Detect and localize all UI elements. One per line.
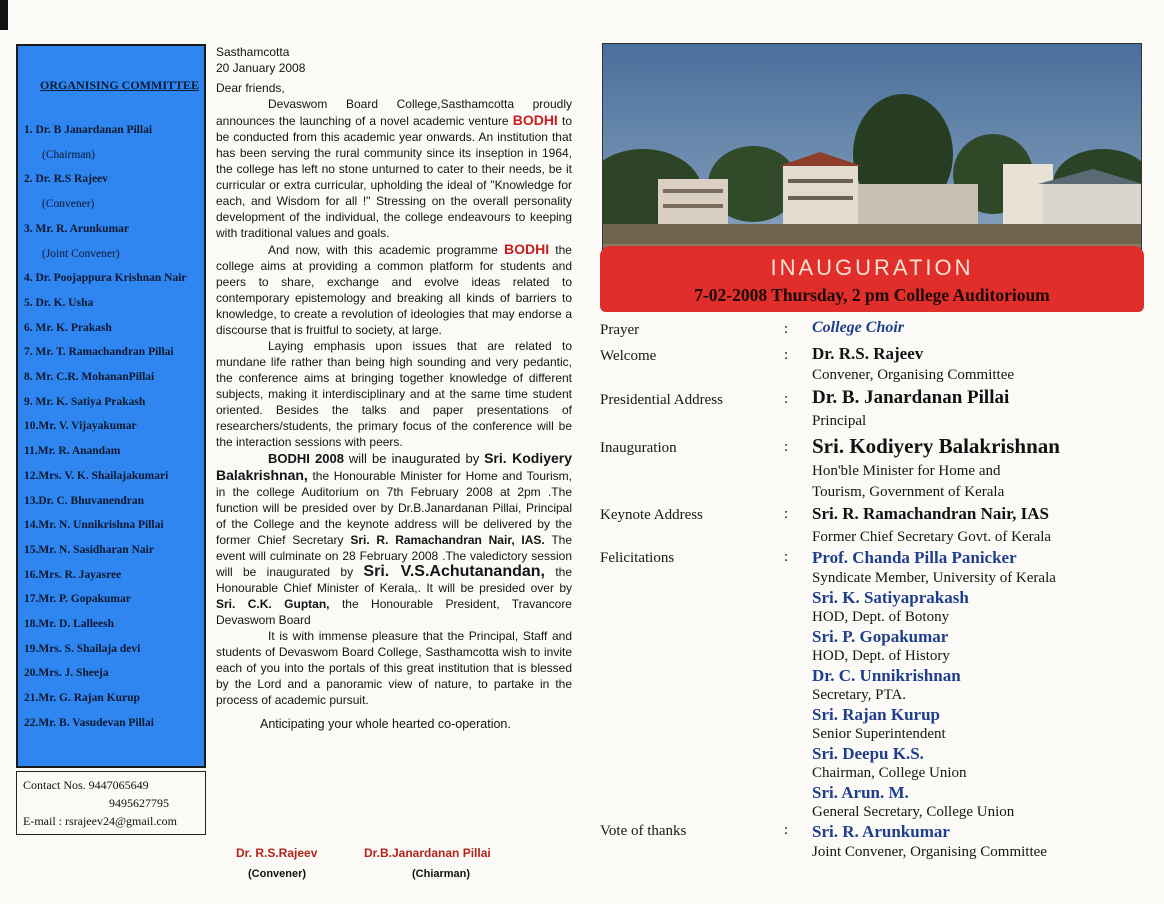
bodhi-highlight: BODHI bbox=[512, 112, 558, 128]
letter-text: the Honourable Chief Minister of Kerala,. It will be presided over by bbox=[216, 565, 573, 595]
contact-email: E-mail : rsrajeev24@gmail.com bbox=[23, 814, 178, 828]
letter-text: the Honourable Minister for Home and Tourism, in the college Auditorium on 7th February 2008 at 2pm .The function will be presided over by Dr.B.Janardanan Pillai, Principal of the College and the keynote address will be delivered by the former Chief Secretary bbox=[216, 469, 572, 547]
signature-convener-name: Dr. R.S.Rajeev bbox=[236, 846, 318, 860]
letter-paragraph-2 bbox=[216, 241, 572, 338]
felicitation-name: Sri. Deepu K.S. bbox=[812, 744, 924, 763]
committee-member: 18.Mr. D. Lalleesh bbox=[24, 618, 114, 631]
inauguration-title: INAUGURATION bbox=[770, 255, 974, 280]
invitation-letter bbox=[216, 44, 572, 732]
felicitation-role: Syndicate Member, University of Kerala bbox=[812, 570, 1056, 586]
committee-member: 13.Dr. C. Bhuvanendran bbox=[24, 494, 145, 507]
committee-member: 12.Mrs. V. K. Shailajakumari bbox=[24, 469, 169, 482]
committee-member: 21.Mr. G. Rajan Kurup bbox=[24, 692, 140, 705]
welcome-name: Dr. R.S. Rajeev bbox=[812, 344, 924, 363]
felicitation-role: Senior Superintendent bbox=[812, 726, 946, 742]
letter-text: will be inaugurated by bbox=[348, 451, 480, 466]
contact-box bbox=[16, 771, 206, 835]
committee-member: 19.Mrs. S. Shailaja devi bbox=[24, 642, 141, 655]
keynote-speaker-role: Former Chief Secretary Govt. of Kerala bbox=[812, 529, 1052, 545]
letter-paragraph-3: Laying emphasis upon issues that are related to mundane life rather than being high sounding and very pedantic, the conference aims at bringing together knowledge of different subjects, making it interdisciplinary and at the same time student oriented. Besides the talks and paper presentations of researchers/students, the primary focus of the conference will be the interaction sessions with peers. bbox=[216, 339, 572, 449]
vote-of-thanks-name: Sri. R. Arunkumar bbox=[812, 822, 950, 841]
inauguration-guest-role-2: Tourism, Government of Kerala bbox=[812, 484, 1005, 500]
committee-member: 16.Mrs. R. Jayasree bbox=[24, 568, 122, 581]
contact-phone-2: 9495627795 bbox=[109, 796, 169, 810]
letter-text: And now, with this academic programme bbox=[268, 243, 498, 257]
inauguration-banner bbox=[600, 246, 1144, 312]
presidential-label: Presidential Address bbox=[600, 392, 723, 408]
committee-role: (Joint Convener) bbox=[42, 247, 120, 260]
felicitation-name: Prof. Chanda Pilla Panicker bbox=[812, 548, 1017, 567]
valedictory-name: Sri. V.S.Achutanandan, bbox=[363, 563, 545, 580]
committee-member: 10.Mr. V. Vijayakumar bbox=[24, 420, 137, 433]
felicitation-name: Sri. Arun. M. bbox=[812, 783, 909, 802]
inauguration-guest-name: Sri. Kodiyery Balakrishnan bbox=[812, 434, 1060, 458]
signature-chairman-name: Dr.B.Janardanan Pillai bbox=[364, 846, 491, 860]
bodhi-2008: BODHI 2008 bbox=[268, 451, 344, 466]
letter-date: 20 January 2008 bbox=[216, 61, 306, 75]
presidential-role: Principal bbox=[812, 413, 867, 429]
committee-member: 1. Dr. B Janardanan Pillai bbox=[24, 124, 153, 136]
colon: : bbox=[784, 506, 789, 522]
signature-convener-role: (Convener) bbox=[248, 868, 307, 880]
president-name: Sri. C.K. Guptan, bbox=[216, 597, 330, 611]
letter-text: the Honourable President, Travancore Devaswom Board bbox=[216, 597, 572, 627]
inauguration-datetime: 7-02-2008 Thursday, 2 pm College Auditorioum bbox=[694, 285, 1050, 305]
keynote-name: Sri. R. Ramachandran Nair, IAS. bbox=[350, 533, 545, 547]
prayer-label: Prayer bbox=[600, 322, 640, 338]
colon: : bbox=[784, 347, 789, 363]
colon: : bbox=[784, 439, 789, 455]
inauguration-guest-role-1: Hon'ble Minister for Home and bbox=[812, 463, 1001, 479]
committee-member: 9. Mr. K. Satiya Prakash bbox=[24, 395, 146, 408]
felicitations-label: Felicitations bbox=[600, 550, 675, 566]
letter-text: Devaswom Board College,Sasthamcotta proudly announces the launching of a novel academic venture bbox=[216, 97, 572, 128]
committee-member: 14.Mr. N. Unnikrishna Pillai bbox=[24, 519, 164, 532]
felicitation-role: General Secretary, College Union bbox=[812, 804, 1015, 820]
committee-member: 7. Mr. T. Ramachandran Pillai bbox=[24, 346, 174, 359]
vote-of-thanks-role: Joint Convener, Organising Committee bbox=[812, 844, 1047, 860]
colon: : bbox=[784, 321, 789, 337]
inaugurator-name: Sri. Kodiyery Balakrishnan, bbox=[216, 450, 572, 483]
vote-of-thanks-label: Vote of thanks bbox=[600, 823, 687, 839]
letter-place: Sasthamcotta bbox=[216, 45, 290, 59]
felicitation-role: HOD, Dept. of History bbox=[812, 648, 950, 664]
committee-member: 11.Mr. R. Anandam bbox=[24, 445, 121, 458]
letter-text: The event will culminate on 28 February 2008 .The valedictory session will be inaugurated by bbox=[216, 533, 572, 579]
letter-paragraph-5: It is with immense pleasure that the Principal, Staff and students of Devaswom Board College, Sasthamcotta wish to invite each of you into the portals of this great institution that is blessed by the Lord and a panoramic view of nature, to partake in the process of academic pursuit. bbox=[216, 629, 572, 707]
committee-member: 20.Mrs. J. Sheeja bbox=[24, 667, 109, 680]
felicitation-role: HOD, Dept. of Botony bbox=[812, 609, 950, 625]
welcome-label: Welcome bbox=[600, 348, 657, 364]
colon: : bbox=[784, 549, 789, 565]
inauguration-label: Inauguration bbox=[600, 440, 677, 456]
felicitation-name: Sri. K. Satiyaprakash bbox=[812, 588, 969, 607]
committee-member: 15.Mr. N. Sasidharan Nair bbox=[24, 543, 154, 556]
committee-member: 3. Mr. R. Arunkumar bbox=[24, 222, 129, 235]
organising-committee-panel bbox=[16, 44, 206, 768]
letter-closing: Anticipating your whole hearted co-operation. bbox=[260, 717, 511, 731]
committee-member: 6. Mr. K. Prakash bbox=[24, 321, 112, 334]
committee-title: ORGANISING COMMITTEE bbox=[40, 78, 200, 92]
colon: : bbox=[784, 822, 789, 838]
letter-paragraph-4 bbox=[216, 450, 572, 628]
committee-list bbox=[24, 118, 208, 736]
committee-member: 22.Mr. B. Vasudevan Pillai bbox=[24, 716, 154, 729]
committee-member: 8. Mr. C.R. MohananPillai bbox=[24, 371, 155, 384]
felicitation-name: Sri. P. Gopakumar bbox=[812, 627, 949, 646]
colon: : bbox=[784, 391, 789, 407]
letter-paragraph-1 bbox=[216, 96, 572, 241]
welcome-role: Convener, Organising Committee bbox=[812, 367, 1015, 383]
bodhi-highlight: BODHI bbox=[503, 241, 550, 257]
committee-member: 5. Dr. K. Usha bbox=[24, 296, 94, 309]
keynote-label: Keynote Address bbox=[600, 507, 703, 523]
committee-member: 2. Dr. R.S Rajeev bbox=[24, 173, 108, 186]
committee-role: (Chairman) bbox=[42, 148, 96, 161]
letter-text: to be conducted from this academic year onwards. An institution that has been serving the rural community since its inseption in 1964, the college has left no stone unturned to cater to their needs, be it curricular or extra curricular, upholding the ideal of "Knowledge for each, and Wisdom for all !" Stressing on the overall personality development of the individual, the college endeavours to keeping with traditional values and goals. bbox=[216, 114, 572, 240]
committee-role: (Convener) bbox=[42, 198, 95, 211]
letter-salutation: Dear friends, bbox=[216, 81, 285, 95]
edge-mark bbox=[0, 0, 8, 30]
signature-chairman-role: (Chiarman) bbox=[412, 868, 471, 880]
committee-member: 4. Dr. Poojappura Krishnan Nair bbox=[24, 272, 187, 285]
prayer-name: College Choir bbox=[812, 319, 905, 336]
felicitation-name: Dr. C. Unnikrishnan bbox=[812, 666, 961, 685]
contact-phone-1: Contact Nos. 9447065649 bbox=[23, 778, 149, 792]
committee-member: 17.Mr. P. Gopakumar bbox=[24, 593, 131, 606]
felicitation-role: Chairman, College Union bbox=[812, 765, 967, 781]
keynote-speaker-name: Sri. R. Ramachandran Nair, IAS bbox=[812, 504, 1049, 523]
felicitation-name: Sri. Rajan Kurup bbox=[812, 705, 940, 724]
letter-text: the college aims at providing a common platform for students and peers to share, exchange and evolve ideas related to contemporary epistemology and breaking all kinds of barriers to knowledge, to create a revolution of ideologies that may endorse a discourse that is fruitful to society, at large. bbox=[216, 243, 572, 337]
presidential-name: Dr. B. Janardanan Pillai bbox=[812, 387, 1010, 408]
felicitation-role: Secretary, PTA. bbox=[812, 687, 907, 703]
